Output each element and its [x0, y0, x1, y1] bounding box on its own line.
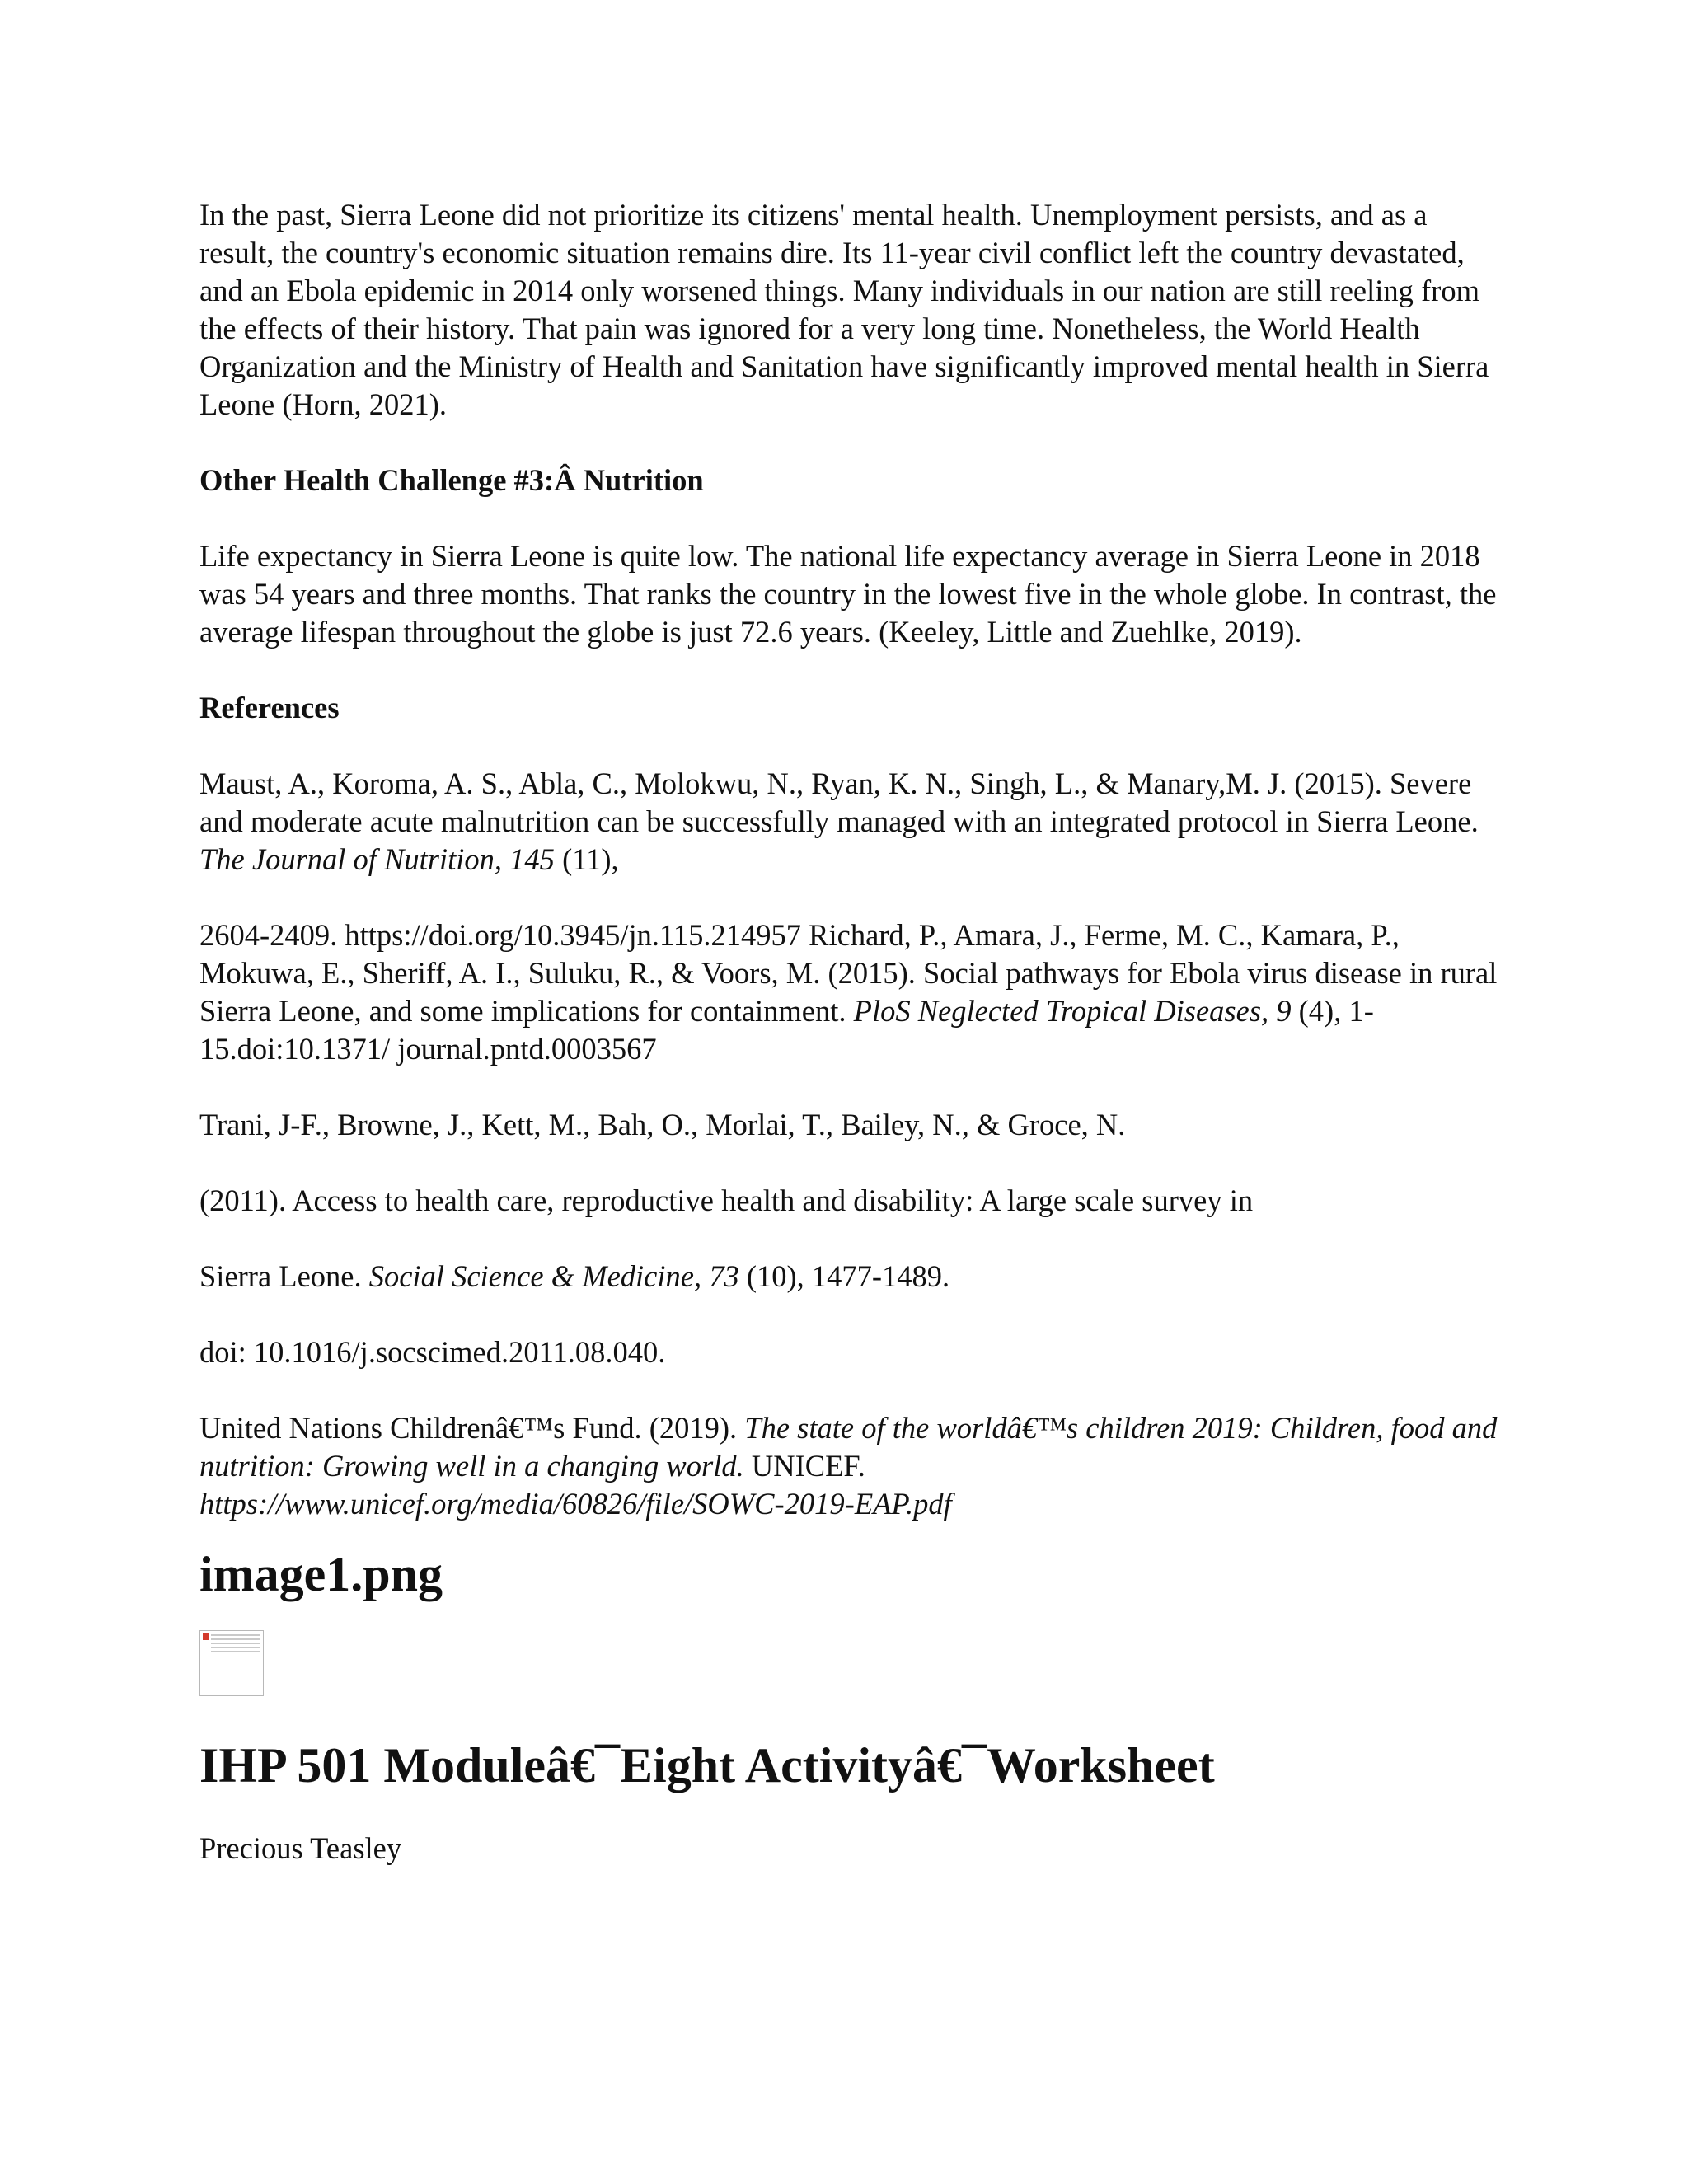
intro-paragraph: In the past, Sierra Leone did not prioritize its citizens' mental health. Unemployment persists, and as a result, the country's economic situation remains dire. Its 11-year civil conflict left the country devastated, and an Ebola epidemic in 2014 only worsened things. Many individuals in our nation are still reeling from the effects of their history. That pain was ignored for a very long time. Nonetheless, the World Health Organization and the Ministry of Health and Sanitation have significantly improved mental health in Sierra Leone (Horn, 2021). [199, 198, 1489, 421]
reference-title: The state of the worldâ€™s children 2019: Children, food and nutrition: Growing well in a changing world. [199, 1411, 1498, 1483]
references-heading: References [199, 691, 340, 724]
reference-trani-title: (2011). Access to health care, reproductive health and disability: A large scale survey in [199, 1183, 1254, 1217]
reference-unicef [199, 1409, 1502, 1523]
worksheet-title: IHP 501 Moduleâ€¯Eight Activityâ€¯Worksheet [199, 1738, 1215, 1793]
challenge-heading: Other Health Challenge #3:Â Nutrition [199, 463, 704, 497]
reference-rest: (10), 1477-1489. [738, 1259, 950, 1293]
reference-journal: The Journal of Nutrition, 145 [199, 842, 555, 876]
reference-trani-source [199, 1258, 1502, 1296]
reference-prefix: United Nations Childrenâ€™s Fund. (2019). [199, 1411, 745, 1445]
reference-prefix: Sierra Leone. [199, 1259, 369, 1293]
reference-issue: (11), [554, 842, 619, 876]
reference-text: Maust, A., Koroma, A. S., Abla, C., Molokwu, N., Ryan, K. N., Singh, L., & Manary,M. J. (2015). Severe and moderate acute malnutrition can be successfully managed with an integrated protocol in Sierra Leone. [199, 766, 1479, 838]
broken-image-icon [199, 1630, 264, 1696]
reference-url[interactable]: https://www.unicef.org/media/60826/file/SOWC-2019-EAP.pdf [199, 1487, 952, 1521]
image-heading: image1.png [199, 1547, 443, 1601]
reference-trani-authors: Trani, J-F., Browne, J., Kett, M., Bah, O., Morlai, T., Bailey, N., & Groce, N. [199, 1108, 1126, 1141]
reference-journal: Social Science & Medicine, 73 [368, 1259, 739, 1293]
reference-text: 2604-2409. https://doi.org/10.3945/jn.115.214957 Richard, P., Amara, J., Ferme, M. C., Kamara, P., Mokuwa, E., Sheriff, A. I., Suluku, R., & Voors, M. (2015). Social pathways for Ebola virus disease in rural Sierra Leone, and some implications for containment. [199, 918, 1498, 1028]
reference-rest: (4), 1-15.doi:10.1371/ journal.pntd.0003567 [199, 994, 1374, 1066]
reference-journal: PloS Neglected Tropical Diseases, 9 [853, 994, 1292, 1028]
broken-image-marker-icon [203, 1633, 209, 1640]
document-page [199, 196, 1502, 1868]
broken-image-text-lines [211, 1634, 260, 1655]
reference-richards [199, 916, 1502, 1068]
reference-publisher: UNICEF. [743, 1449, 865, 1483]
author-name: Precious Teasley [199, 1831, 402, 1865]
reference-maust [199, 765, 1502, 879]
challenge-paragraph: Life expectancy in Sierra Leone is quite low. The national life expectancy average in Sierra Leone in 2018 was 54 years and three months. That ranks the country in the lowest five in the whole globe. In contrast, the average lifespan throughout the globe is just 72.6 years. (Keeley, Little and Zuehlke, 2019). [199, 539, 1497, 649]
reference-trani-doi: doi: 10.1016/j.socscimed.2011.08.040. [199, 1335, 666, 1369]
